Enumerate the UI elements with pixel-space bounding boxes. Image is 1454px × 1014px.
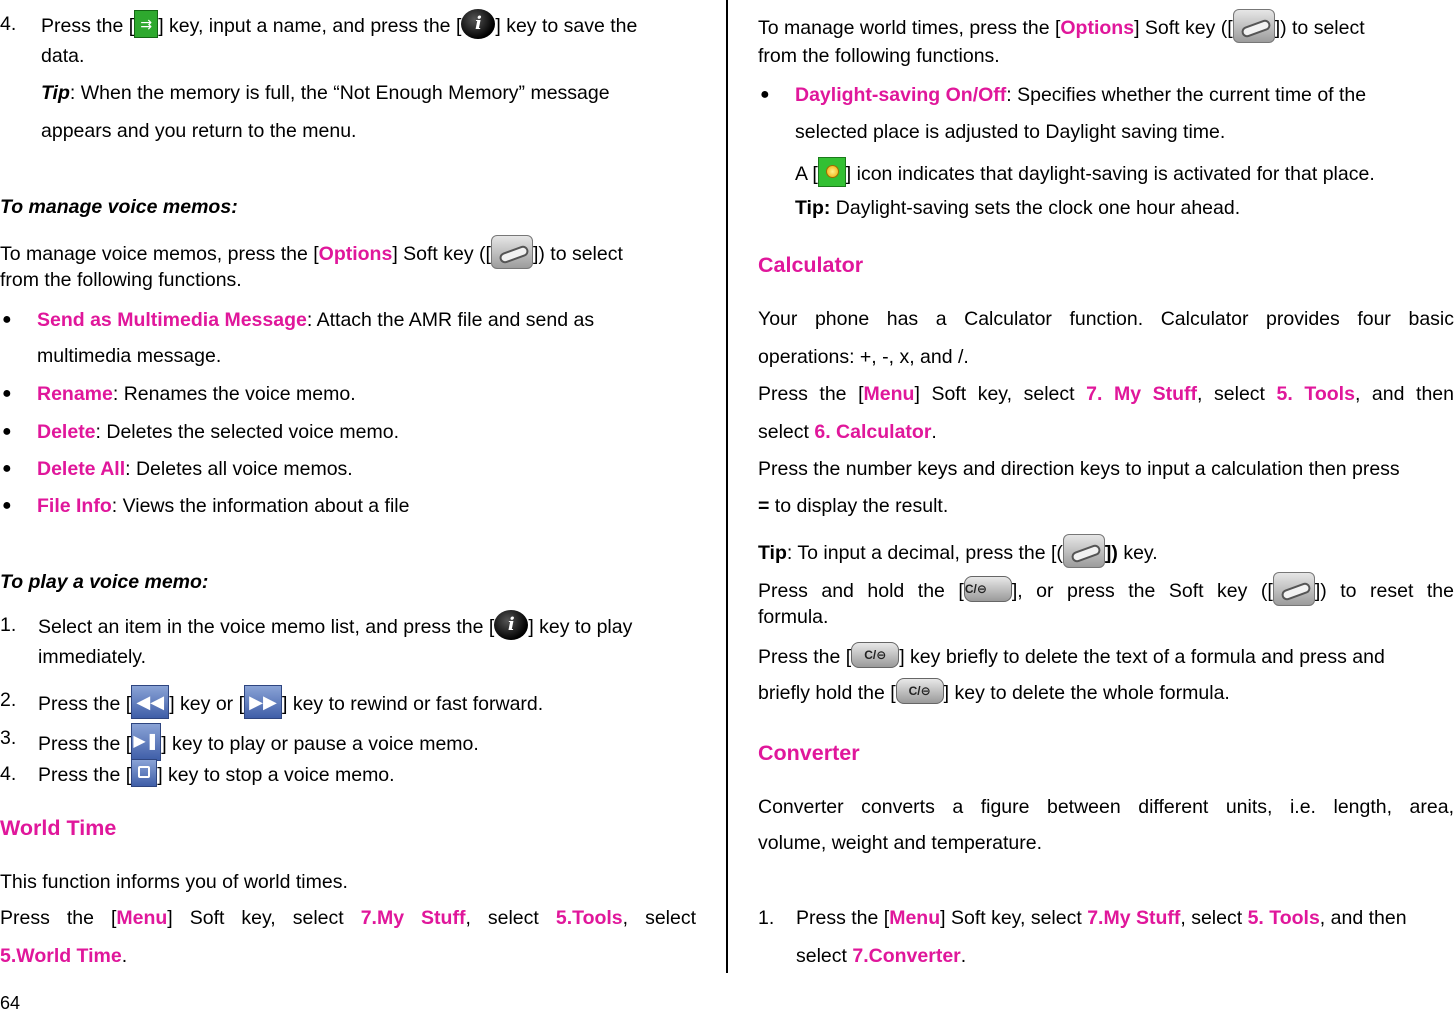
step-4-line: Press the [ ⇉ ] key, input a name, and press the [ i ] key to save the bbox=[41, 12, 696, 42]
bullet-icon: ● bbox=[2, 385, 12, 402]
play-step-3: Press the [ ▶❚ ] key to play or pause a voice memo. bbox=[38, 726, 479, 764]
clear-key-icon: C/⊖ bbox=[896, 678, 944, 704]
world-time-intro: This function informs you of world times. bbox=[0, 871, 348, 893]
soft-key-icon bbox=[491, 235, 533, 269]
world-time-path-cont: 5.World Time. bbox=[0, 945, 128, 967]
manage-voice-memos-heading: To manage voice memos: bbox=[0, 196, 238, 218]
converter-intro: Converter converts a figure between different units, i.e. length, area, bbox=[758, 796, 1454, 818]
calculator-tip: Tip: To input a decimal, press the [( ]) key. bbox=[758, 537, 1158, 571]
manage-intro-cont: from the following functions. bbox=[0, 269, 242, 291]
rewind-key-icon: ◀◀ bbox=[131, 685, 169, 719]
soft-key-icon bbox=[1063, 534, 1105, 568]
calculator-reset: Press and hold the [C/⊖ ], or press the Soft key ([ ]) to reset the bbox=[758, 575, 1454, 609]
calculator-input-cont: = to display the result. bbox=[758, 495, 949, 517]
clear-key-icon: C/⊖ bbox=[851, 642, 899, 668]
bullet-send-mms: Send as Multimedia Message: Attach the AMR file and send as bbox=[37, 309, 595, 331]
bullet-icon: ● bbox=[760, 86, 770, 103]
calculator-path-cont: select 6. Calculator. bbox=[758, 421, 937, 443]
calculator-path: Press the [Menu] Soft key, select 7. My Stuff, select 5. Tools, and then bbox=[758, 383, 1454, 405]
calculator-intro-cont: operations: +, -, x, and /. bbox=[758, 346, 969, 368]
converter-step-1: Press the [Menu] Soft key, select 7.My Stuff, select 5. Tools, and then bbox=[796, 907, 1407, 929]
step-4-number: 4. bbox=[0, 13, 17, 35]
stop-key-icon bbox=[131, 759, 157, 787]
play-step-4: Press the [ ] key to stop a voice memo. bbox=[38, 762, 395, 790]
ok-key-icon: i bbox=[494, 610, 528, 640]
play-step-2: Press the [ ◀◀ ] key or [ ▶▶ ] key to rewind or fast forward. bbox=[38, 688, 543, 722]
bullet-icon: ● bbox=[2, 423, 12, 440]
bullet-file-info: File Info: Views the information about a file bbox=[37, 495, 410, 517]
bullet-delete: Delete: Deletes the selected voice memo. bbox=[37, 421, 400, 443]
converter-step-1-cont: select 7.Converter. bbox=[796, 945, 967, 967]
column-divider bbox=[726, 0, 728, 973]
daylight-saving-icon bbox=[818, 157, 846, 187]
play-step-4-number: 4. bbox=[0, 763, 17, 785]
bullet-delete-all: Delete All: Deletes all voice memos. bbox=[37, 458, 353, 480]
converter-intro-cont: volume, weight and temperature. bbox=[758, 832, 1042, 854]
calculator-input: Press the number keys and direction keys to input a calculation then press bbox=[758, 458, 1400, 480]
world-time-heading: World Time bbox=[0, 816, 117, 840]
tip-memory: Tip: When the memory is full, the “Not Enough Memory” message bbox=[41, 82, 610, 104]
calculator-reset-cont: formula. bbox=[758, 606, 829, 628]
bullet-icon: ● bbox=[2, 497, 12, 514]
calculator-delete-cont: briefly hold the [ C/⊖ ] key to delete the whole formula. bbox=[758, 681, 1230, 707]
play-step-2-number: 2. bbox=[0, 689, 17, 711]
world-time-options-cont: from the following functions. bbox=[758, 45, 1000, 67]
bullet-send-mms-cont: multimedia message. bbox=[37, 345, 222, 367]
fast-forward-key-icon: ▶▶ bbox=[244, 685, 282, 719]
play-step-1-number: 1. bbox=[0, 614, 17, 636]
bullet-rename: Rename: Renames the voice memo. bbox=[37, 383, 356, 405]
bullet-daylight-saving-cont: selected place is adjusted to Daylight saving time. bbox=[795, 121, 1226, 143]
ok-key-icon: i bbox=[461, 9, 495, 39]
page-number: 64 bbox=[0, 993, 21, 1013]
soft-key-icon bbox=[1273, 572, 1315, 606]
daylight-icon-note: A [ ] icon indicates that daylight-saving is activated for that place. bbox=[795, 160, 1375, 190]
calculator-heading: Calculator bbox=[758, 253, 864, 277]
play-step-3-number: 3. bbox=[0, 727, 17, 749]
manage-intro: To manage voice memos, press the [Options] Soft key ([ ]) to select bbox=[0, 238, 696, 272]
bullet-icon: ● bbox=[2, 311, 12, 328]
calculator-delete: Press the [ C/⊖ ] key briefly to delete the text of a formula and press and bbox=[758, 645, 1454, 671]
play-voice-memo-heading: To play a voice memo: bbox=[0, 571, 209, 593]
daylight-tip: Tip: Daylight-saving sets the clock one hour ahead. bbox=[795, 197, 1241, 219]
soft-key-icon bbox=[1233, 9, 1275, 43]
step-4-cont: data. bbox=[41, 45, 85, 67]
clear-key-icon: C/⊖ bbox=[964, 576, 1012, 602]
play-step-1: Select an item in the voice memo list, and press the [ i ] key to play bbox=[38, 613, 696, 643]
play-step-1-cont: immediately. bbox=[38, 646, 147, 668]
bullet-daylight-saving: Daylight-saving On/Off: Specifies whether the current time of the bbox=[795, 84, 1367, 106]
converter-step-1-number: 1. bbox=[758, 907, 775, 929]
world-time-options: To manage world times, press the [Options] Soft key ([ ]) to select bbox=[758, 12, 1454, 46]
bullet-icon: ● bbox=[2, 460, 12, 477]
save-key-icon: ⇉ bbox=[134, 10, 158, 38]
calculator-intro: Your phone has a Calculator function. Calculator provides four basic bbox=[758, 308, 1454, 330]
converter-heading: Converter bbox=[758, 741, 860, 765]
tip-memory-cont: appears and you return to the menu. bbox=[41, 120, 357, 142]
play-pause-key-icon: ▶❚ bbox=[131, 723, 161, 761]
world-time-path: Press the [Menu] Soft key, select 7.My Stuff, select 5.Tools, select bbox=[0, 907, 697, 929]
